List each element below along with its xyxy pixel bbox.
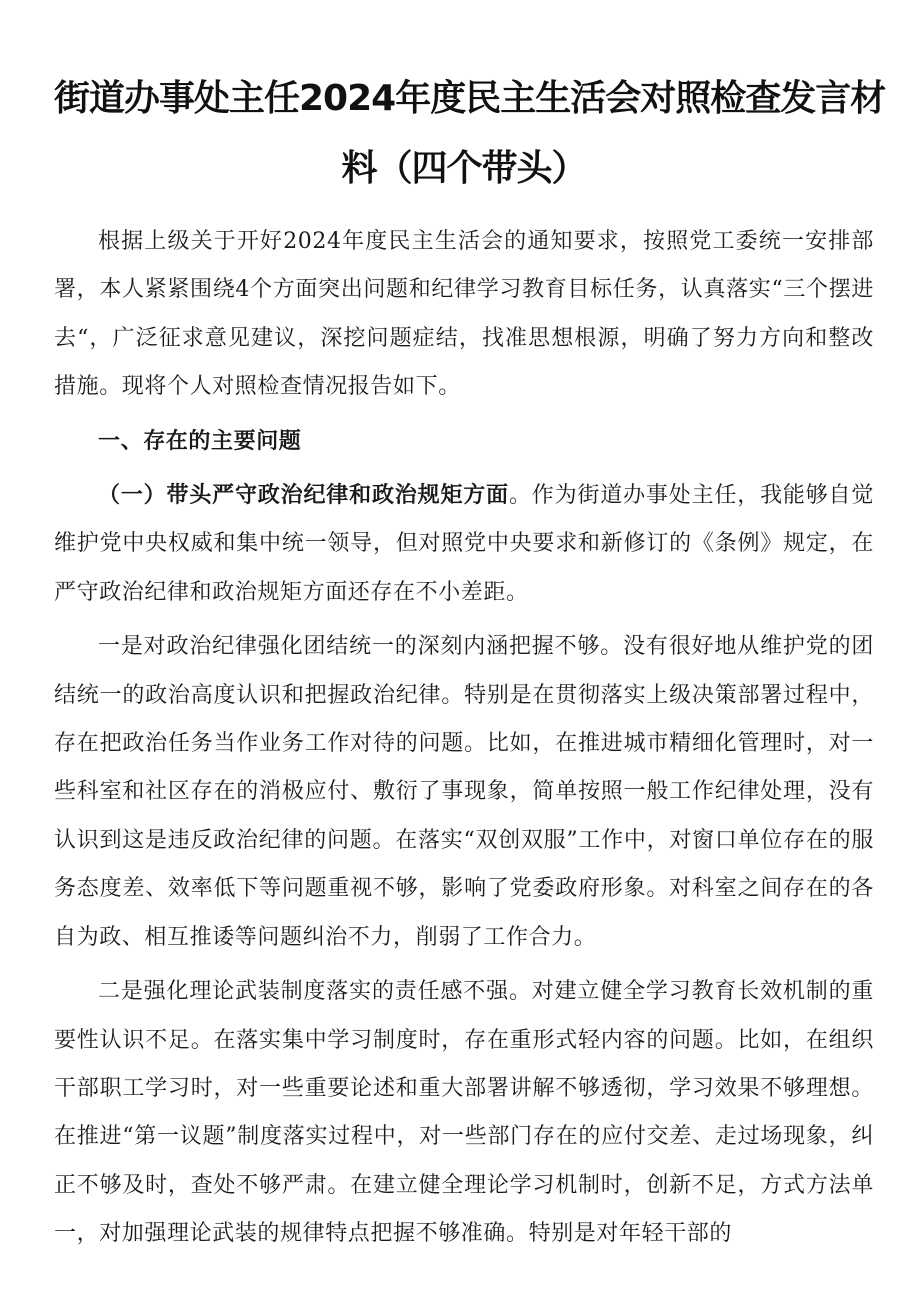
subsection-lead: （一）带头严守政治纪律和政治规矩方面 — [98, 483, 509, 509]
document-title — [54, 64, 886, 204]
title-line-1: 街道办事处主任2024年度民主生活会对照检查发言材 — [54, 78, 886, 119]
point-one-paragraph: 一是对政治纪律强化团结统一的深刻内涵把握不够。没有很好地从维护党的团结统一的政治高度认识和把握政治纪律。特别是在贯彻落实上级决策部署过程中，存在把政治任务当作业务工作对待的问题。比如，在推进城市精细化管理时，对一些科室和社区存在的消极应付、敷衍了事现象，简单按照一般工作纪律处理，没有认识到这是违反政治纪律的问题。在落实“双创双服”工作中，对窗口单位存在的服务态度差、效率低下等问题重视不够，影响了党委政府形象。对科室之间存在的各自为政、相互推诿等问题纠治不力，削弱了工作合力。 — [54, 634, 874, 950]
subsection-text: 。作为街道办事处主任，我能够自觉维护党中央权威和集中统一领导，但对照党中央要求和新修订的《条例》规定，在严守政治纪律和政治规矩方面还存在不小差距。 — [54, 483, 874, 605]
subsection-paragraph — [54, 472, 874, 617]
point-two-paragraph: 二是强化理论武装制度落实的责任感不强。对建立健全学习教育长效机制的重要性认识不足。在落实集中学习制度时，存在重形式轻内容的问题。比如，在组织干部职工学习时，对一些重要论述和重大部署讲解不够透彻，学习效果不够理想。在推进“第一议题”制度落实过程中，对一些部门存在的应付交差、走过场现象，纠正不够及时，查处不够严肃。在建立健全理论学习机制时，创新不足，方式方法单一，对加强理论武装的规律特点把握不够准确。特别是对年轻干部的 — [54, 979, 874, 1247]
title-line-2: 料（四个带头） — [341, 148, 587, 189]
section-heading: 一、存在的主要问题 — [98, 428, 302, 454]
intro-paragraph: 根据上级关于开好2024年度民主生活会的通知要求，按照党工委统一安排部署，本人紧紧围绕4个方面突出问题和纪律学习教育目标任务，认真落实“三个摆进去“，广泛征求意见建议，深挖问题症结，找准思想根源，明确了努力方向和整改措施。现将个人对照检查情况报告如下。 — [54, 229, 874, 400]
